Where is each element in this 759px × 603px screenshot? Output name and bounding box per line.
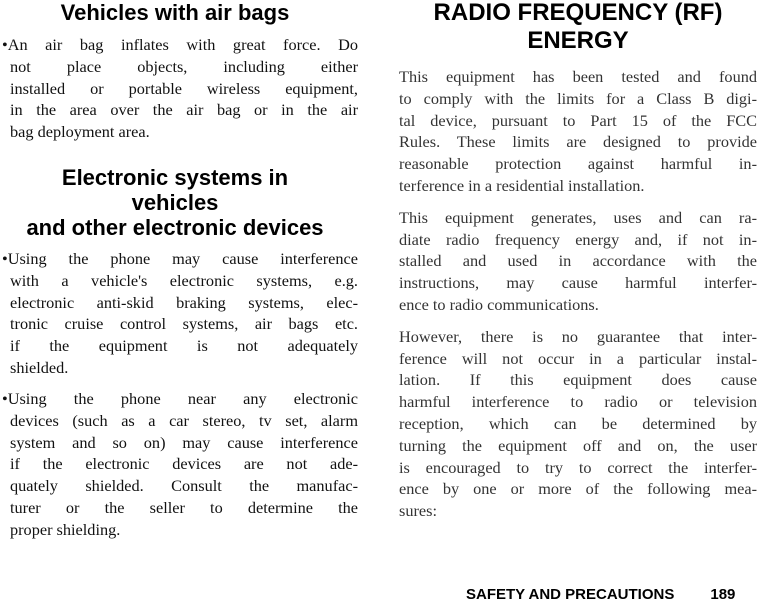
text-line: sures: <box>399 501 437 521</box>
text-line: •Using the phone near any electronic <box>2 389 358 408</box>
page-number: 189 <box>710 586 736 603</box>
text-line: terference in a residential installation. <box>399 175 645 195</box>
text-line: stalled and used in accordance with the <box>399 251 757 271</box>
text-line: diate radio frequency energy and, if not in- <box>399 229 757 249</box>
text-line: if the equipment is not adequately <box>10 336 358 356</box>
text-line: Rules. These limits are designed to provide <box>399 132 757 152</box>
text-line: tal device, pursuant to Part 15 of the FCC <box>399 110 757 130</box>
heading-line: vehicles <box>131 190 219 215</box>
heading-rf-energy <box>399 0 757 55</box>
text-line: instructions, may cause harmful interfer- <box>399 273 757 293</box>
text-line: This equipment generates, uses and can ra- <box>399 207 757 227</box>
bullet-interference <box>2 248 358 379</box>
text-line: installed or portable wireless equipment, <box>10 78 358 98</box>
footer-section-title: SAFETY AND PRECAUTIONS <box>466 586 675 603</box>
text-line: turning the equipment off and on, the user <box>399 435 757 455</box>
paragraph-radio-energy <box>399 207 757 316</box>
text-line: reasonable protection against harmful in- <box>399 154 757 174</box>
text-line: if the electronic devices are not ade- <box>10 454 358 474</box>
bullet-electronic-devices <box>2 388 358 541</box>
heading-line: Electronic systems in <box>61 165 289 190</box>
text-line: to comply with the limits for a Class B digi- <box>399 88 757 108</box>
heading-line: ENERGY <box>527 27 629 54</box>
text-line: turer or the seller to determine the <box>10 497 358 517</box>
paragraph-no-guarantee <box>399 326 757 522</box>
heading-electronic-systems <box>2 165 348 240</box>
text-line: ence by one or more of the following mea- <box>399 479 757 499</box>
text-line: devices (such as a car stereo, tv set, alarm <box>10 410 358 430</box>
heading-line: and other electronic devices <box>26 215 324 240</box>
heading-line: RADIO FREQUENCY (RF) <box>433 0 723 26</box>
text-line: lation. If this equipment does cause <box>399 370 757 390</box>
text-line: not place objects, including either <box>10 56 358 76</box>
text-line: in the area over the air bag or in the air <box>10 100 358 120</box>
text-line: harmful interference to radio or television <box>399 392 757 412</box>
text-line: This equipment has been tested and found <box>399 67 757 86</box>
text-line: with a vehicle's electronic systems, e.g. <box>10 270 358 290</box>
text-line: ence to radio communications. <box>399 294 599 314</box>
text-line: However, there is no guarantee that inter- <box>399 326 757 346</box>
text-line: bag deployment area. <box>10 122 150 142</box>
text-line: tronic cruise control systems, air bags etc. <box>10 314 358 334</box>
text-line: reception, which can be determined by <box>399 413 757 433</box>
paragraph-fcc-limits <box>399 66 757 197</box>
bullet-air-bag <box>2 34 358 143</box>
text-line: •Using the phone may cause interference <box>2 249 358 268</box>
text-line: ference will not occur in a particular instal- <box>399 348 757 368</box>
text-line: shielded. <box>10 357 69 377</box>
text-line: electronic anti-skid braking systems, elec- <box>10 292 358 312</box>
heading-air-bags: Vehicles with air bags <box>60 0 290 25</box>
text-line: •An air bag inflates with great force. Do <box>2 35 358 54</box>
page-footer <box>466 586 735 603</box>
text-line: proper shielding. <box>10 519 121 539</box>
text-line: system and so on) may cause interference <box>10 432 358 452</box>
rf-text <box>399 66 757 532</box>
text-line: quately shielded. Consult the manufac- <box>10 476 358 496</box>
text-line: is encouraged to try to correct the interfer- <box>399 457 757 477</box>
